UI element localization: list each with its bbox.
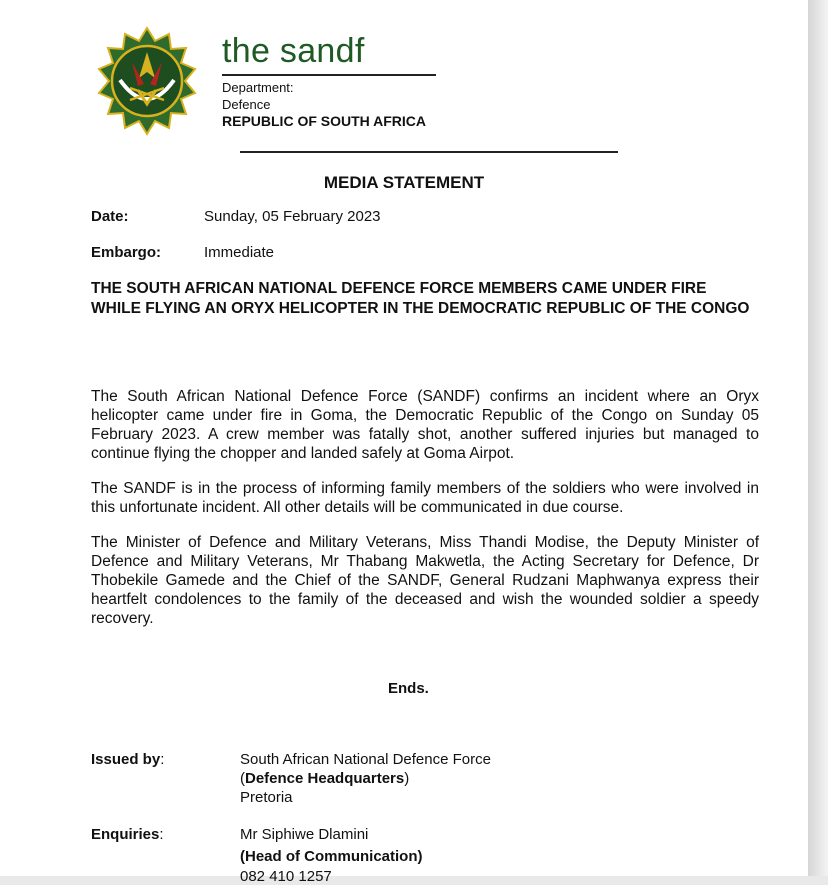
issuer-unit-close: ) xyxy=(404,770,410,787)
department-name: Defence xyxy=(222,97,271,112)
paragraph-3: The Minister of Defence and Military Veterans, Miss Thandi Modise, the Deputy Minister of Defence and Military Veterans, Mr Thabang Makwetla, the Acting Secretary for Defence, Dr Thobekile Gamede and the Chief of the SANDF, General Rudzani Maphwanya express their heartfelt condolences to the family of the deceased and wish the wounded soldier a speedy recovery. xyxy=(91,534,759,627)
brand-underline xyxy=(222,74,436,76)
contact-phone: 082 410 1257 xyxy=(240,868,332,885)
enquiries-colon: : xyxy=(159,826,164,843)
paragraph-1: The South African National Defence Force (SANDF) confirms an incident where an Oryx helicopter came under fire in Goma, the Democratic Republic of the Congo on Sunday 05 February 2023. A crew member was fatally shot, another suffered injuries but managed to continue flying the chopper and landed safely at Goma Airpot. xyxy=(91,388,759,462)
issued-by-label-text: Issued by xyxy=(91,751,161,768)
headline: THE SOUTH AFRICAN NATIONAL DEFENCE FORCE MEMBERS CAME UNDER FIRE WHILE FLYING AN ORYX HELICOPTER IN THE DEMOCRATIC REPUBLIC OF THE CONGO xyxy=(91,280,750,317)
embargo-label: Embargo: xyxy=(91,244,162,261)
ends-marker: Ends. xyxy=(388,680,429,697)
enquiries-label-text: Enquiries xyxy=(91,826,160,843)
country-name: REPUBLIC OF SOUTH AFRICA xyxy=(222,113,427,129)
enquiries-label xyxy=(91,826,164,843)
contact-name: Mr Siphiwe Dlamini xyxy=(240,826,369,843)
issuer-name: South African National Defence Force xyxy=(240,751,491,768)
issuer-unit-name: Defence Headquarters xyxy=(245,770,405,787)
brand-name: the sandf xyxy=(222,32,365,70)
sandf-emblem-icon xyxy=(92,26,202,136)
issued-by-colon: : xyxy=(160,751,165,768)
date-label: Date: xyxy=(91,208,129,225)
issuer-unit-open: ( xyxy=(240,770,245,787)
issuer-unit xyxy=(240,770,409,787)
page-edge-shadow xyxy=(808,0,828,876)
document-title: MEDIA STATEMENT xyxy=(323,173,485,192)
header-divider xyxy=(240,151,618,153)
department-label: Department: xyxy=(222,80,294,95)
contact-title: (Head of Communication) xyxy=(240,848,423,865)
date-value: Sunday, 05 February 2023 xyxy=(204,208,381,225)
embargo-value: Immediate xyxy=(204,244,275,261)
issued-by-label xyxy=(91,751,164,768)
paragraph-2: The SANDF is in the process of informing family members of the soldiers who were involved in this unfortunate incident. All other details will be communicated in due course. xyxy=(91,480,759,516)
issuer-city: Pretoria xyxy=(240,789,293,806)
